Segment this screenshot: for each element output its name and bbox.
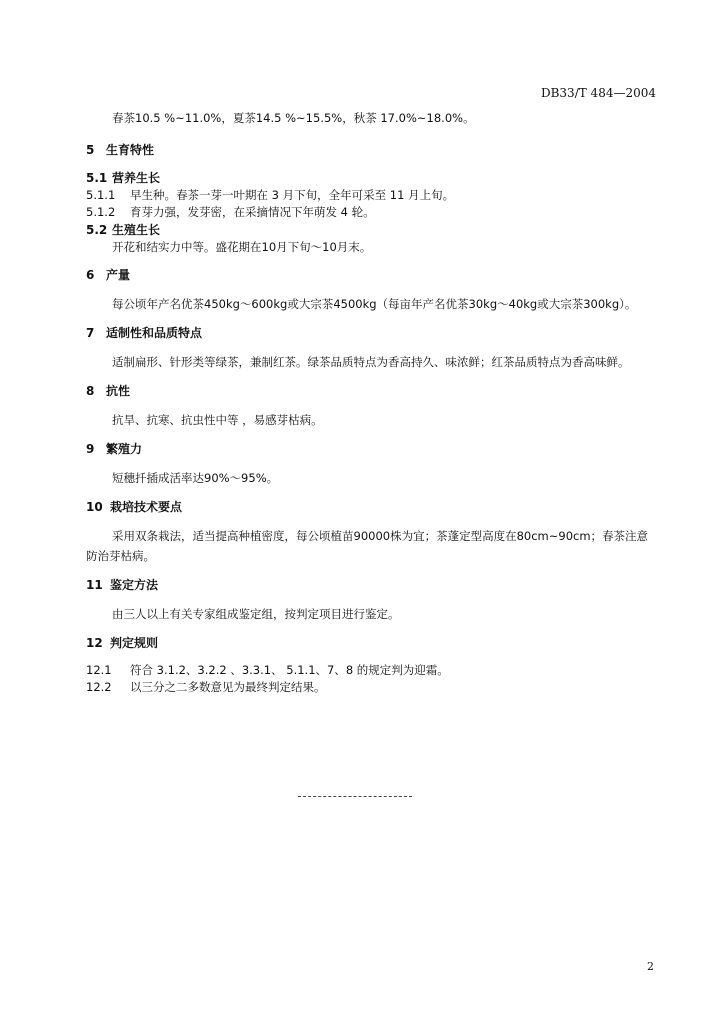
document-body	[86, 108, 658, 696]
section-5-1-heading: 5.1 营养生长	[86, 171, 161, 185]
page-number: 2	[647, 960, 654, 973]
section-10-heading: 10 栽培技术要点	[86, 500, 183, 514]
section-10-text: 采用双条栽法，适当提高种植密度，每公顷植苗90000株为宜；茶蓬定型高度在80cm~90cm；春茶注意防治芽枯病。	[86, 529, 649, 563]
section-11-heading: 11 鉴定方法	[86, 578, 159, 592]
section-9-heading: 9 繁殖力	[86, 442, 143, 456]
end-of-document-line	[298, 796, 412, 797]
section-5-2-heading: 5.2 生殖生长	[86, 223, 161, 237]
clause-5-1-2: 5.1.2 育芽力强，发芽密，在采摘情况下年萌发 4 轮。	[86, 205, 375, 219]
section-8-heading: 8 抗性	[86, 384, 131, 398]
document-code: DB33/T 484—2004	[540, 86, 656, 100]
section-11-text: 由三人以上有关专家组成鉴定组，按判定项目进行鉴定。	[112, 607, 400, 621]
moisture-content-line: 春茶10.5 %~11.0%，夏茶14.5 %~15.5%，秋茶 17.0%~18.0%。	[112, 111, 475, 125]
section-7-text: 适制扁形、针形类等绿茶，兼制红茶。绿茶品质特点为香高持久、味浓鲜；红茶品质特点为香高味鲜。	[112, 355, 630, 369]
section-7-heading: 7 适制性和品质特点	[86, 326, 203, 340]
section-9-text: 短穗扦插成活率达90%～95%。	[112, 471, 279, 485]
section-6-text: 每公顷年产名优茶450kg～600kg或大宗茶4500kg（每亩年产名优茶30kg～40kg或大宗茶300kg）。	[112, 297, 637, 311]
clause-12-2: 12.2 以三分之二多数意见为最终判定结果。	[86, 680, 326, 694]
section-5-heading: 5 生育特性	[86, 143, 155, 157]
section-6-heading: 6 产量	[86, 268, 131, 282]
clause-12-1: 12.1 符合 3.1.2、3.2.2 、3.3.1、 5.1.1、7、8 的规定判为迎霜。	[86, 663, 449, 677]
section-8-text: 抗旱、抗寒、抗虫性中等 ，易感芽枯病。	[112, 413, 323, 427]
section-5-2-text: 开花和结实力中等。盛花期在10月下旬～10月末。	[112, 240, 372, 254]
section-12-heading: 12 判定规则	[86, 636, 159, 650]
clause-5-1-1: 5.1.1 早生种。春茶一芽一叶期在 3 月下旬，全年可采至 11 月上旬。	[86, 188, 455, 202]
